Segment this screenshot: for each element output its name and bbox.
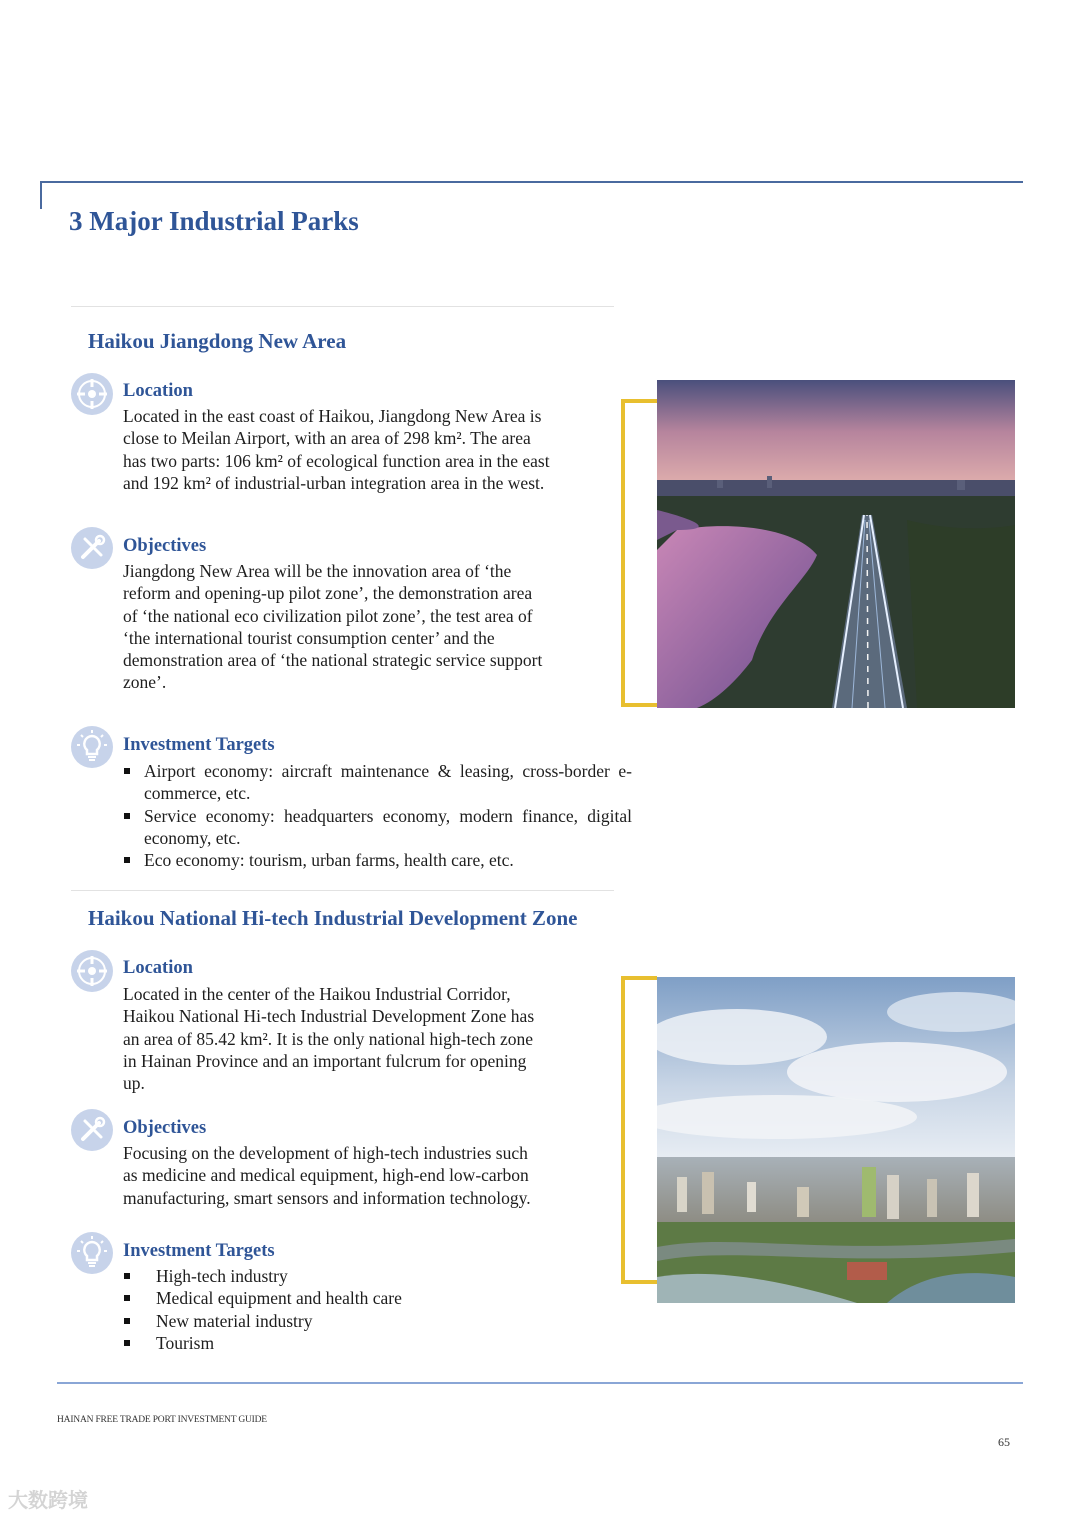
objectives-text: Jiangdong New Area will be the innovation area of ‘the reform and opening-up pilot zone’, the demonstration area of ‘the national eco civilization pilot zone’, the test area of ‘the international tourist consumption center’ and the demonstration area of ‘the national strategic service support zone’. — [123, 561, 543, 693]
watermark: 大数跨境 — [8, 1488, 88, 1512]
jiangdong-photo — [657, 380, 1015, 708]
location-icon — [71, 373, 113, 415]
investment-heading: Investment Targets — [123, 1241, 275, 1261]
hitech-zone-photo — [657, 977, 1015, 1303]
list-item: High-tech industry — [123, 1265, 623, 1287]
list-item: Eco economy: tourism, urban farms, health care, etc. — [123, 849, 632, 871]
location-icon — [71, 950, 113, 992]
location-heading: Location — [123, 381, 193, 401]
page-number: 65 — [998, 1435, 1010, 1449]
investment-heading: Investment Targets — [123, 735, 275, 755]
location-text: Located in the east coast of Haikou, Jiangdong New Area is close to Meilan Airport, with an area of 298 km². The area has two parts: 106 km² of ecological function area in the east and 192 km² of industrial-urban integration area in the west. — [123, 406, 550, 493]
list-item: Medical equipment and health care — [123, 1287, 623, 1309]
list-item: Tourism — [123, 1332, 623, 1354]
list-item: Service economy: headquarters economy, modern finance, digital economy, etc. — [123, 805, 632, 850]
list-item: Airport economy: aircraft maintenance & leasing, cross-border e-commerce, etc. — [123, 760, 632, 805]
location-text: Located in the center of the Haikou Industrial Corridor, Haikou National Hi-tech Industrial Development Zone has an area of 85.42 km². It is the only national high-tech zone in Hainan Province and an important fulcrum for opening up. — [123, 984, 535, 1094]
footer-rule — [57, 1382, 1023, 1384]
section-title: Haikou Jiangdong New Area — [88, 329, 347, 353]
section-divider — [71, 890, 614, 891]
investment-list — [123, 760, 632, 871]
section-title: Haikou National Hi-tech Industrial Development Zone — [88, 906, 578, 930]
header-rule — [40, 181, 1023, 183]
objectives-icon — [71, 1109, 113, 1151]
photo-bracket — [621, 399, 657, 707]
objectives-icon — [71, 527, 113, 569]
page-title: 3 Major Industrial Parks — [69, 206, 359, 236]
footer-guide-title: HAINAN FREE TRADE PORT INVESTMENT GUIDE — [57, 1415, 267, 1425]
photo-bracket — [621, 976, 657, 1284]
investment-icon — [71, 1232, 113, 1274]
investment-list — [123, 1265, 623, 1354]
investment-icon — [71, 726, 113, 768]
objectives-heading: Objectives — [123, 536, 207, 556]
list-item: New material industry — [123, 1310, 623, 1332]
section-divider — [71, 306, 614, 307]
header-rule-tick — [40, 181, 42, 209]
objectives-heading: Objectives — [123, 1118, 207, 1138]
location-heading: Location — [123, 958, 193, 978]
objectives-text: Focusing on the development of high-tech industries such as medicine and medical equipment, high-end low-carbon manufacturing, smart sensors and information technology. — [123, 1143, 531, 1208]
